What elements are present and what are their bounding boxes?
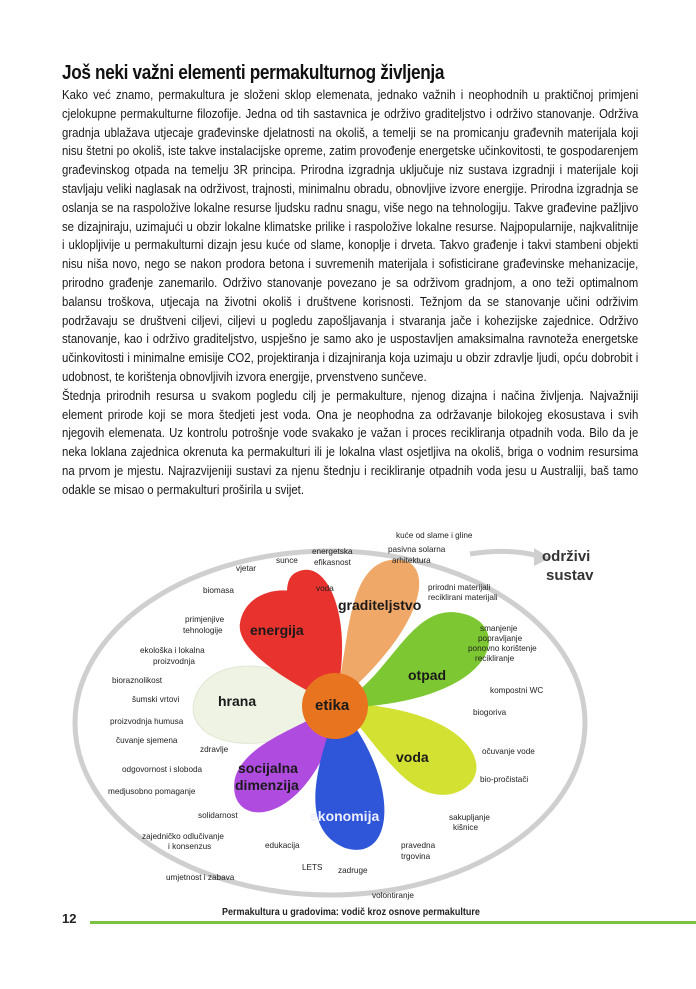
label: sunce (276, 556, 298, 565)
label: medjusobno pomaganje (108, 787, 196, 796)
label: reciklirani materijali (428, 593, 498, 602)
label: edukacija (265, 841, 300, 850)
label: efikasnost (314, 558, 351, 567)
petal-label-dimenzija: dimenzija (235, 777, 299, 793)
label: i konsenzus (168, 842, 212, 851)
center-label: etika (315, 697, 350, 714)
petal-label-graditeljstvo: graditeljstvo (338, 597, 422, 613)
label: pravedna (401, 841, 436, 850)
label: bioraznolikost (112, 676, 163, 685)
petal-label-ekonomija: ekonomija (310, 808, 380, 824)
petal-label-socijalna: socijalna (238, 760, 298, 776)
page-number: 12 (62, 911, 77, 926)
label: zajedničko odlučivanje (142, 832, 224, 841)
label: pasivna solarna (388, 545, 446, 554)
label: biogoriva (473, 708, 507, 717)
outcome-label-2: sustav (546, 567, 594, 584)
label: kompostni WC (490, 686, 544, 695)
paragraph: Kako već znamo, permakultura je složeni sklop elemenata, jednako važnih i neophodnih u praktičnoj primjeni cjelokupne permakulturne filozofije. Jedna od tih sastavnica je održivo graditeljstvo i održivo stanovanje. Održiva gradnja ublažava utjecaje građevinske djelatnosti na okoliš, a temelji se na promicanju građevnih materijala koji nisu štetni po okoliš, iste takve instalacijske opreme, zatim provođenje energetske učinkovitosti, te gospodarenjem građevinskog otpada na temelju 3R principa. Prirodna izgradnja uključuje niz sustava izgradnji i materijale koji stavljaju veliki naglasak na održivost, trajnosti, minimalnu obradu, obnovljive izvore energije. Prirodna izgradnja se oslanja se na raspoložive lokalne resurse ljudsku radnu snagu, više nego na tehnologiju. Takve građevine pažljivo se dizajniraju, uzimajući u obzir lokalne klimatske prilike i raspoložive lokalne resurse. Najpopularnije, najkvalitnije i uklopljivije u permakulturni dizajn jesu kuće od slame, konoplje i drveta. Takvo građenje i takvi stambeni objekti nisu niša novo, nego se nakon prodora betona i suvremenih materijala i sofisticirane građevinske mehanizacije, prirodno građenje zanemarilo. Održivo stanovanje povezano je sa održivom gradnjom, a ono teži optimalnom balansu troškova, utjecaja na životni okoliš i društvene korisnosti. Težnjom da se stanovanje učini održivim podržavaju se društveni ciljevi, ciljevi u pogledu zapošljavanja i stvaranja jače i kohezijske zajednice. Održivo stanovanje, kao i održivo graditeljstvo, uspješno je samo ako je uspostavljen amaksimalna ravnoteža energetske učinkovitosti i minimalne emisije CO2, projektiranja i dizajniranja koja uzimaju u obzir zdravlje ljudi, opću dobrobit i udobnost, te korištenja obnovljivih izvora energije, prvenstveno sunčeve. (62, 87, 639, 384)
label: energetska (312, 547, 353, 556)
label: umjetnost i zabava (166, 873, 235, 882)
label: zdravlje (200, 745, 229, 754)
label: kuće od slame i gline (396, 531, 473, 540)
label: šumski vrtovi (132, 695, 180, 704)
label: prirodni materijali (428, 583, 491, 592)
label: ekološka i lokalna (140, 646, 205, 655)
label: smanjenje (480, 624, 518, 633)
label: arhitektura (392, 556, 431, 565)
label: LETS (302, 863, 323, 872)
page-title: Još neki važni elementi permakulturnog življenja (62, 62, 445, 84)
label: voda (316, 584, 334, 593)
footer-caption: Permakultura u gradovima: vodič kroz osnove permakulture (222, 906, 480, 918)
label: popravljanje (478, 634, 523, 643)
label: kišnice (453, 823, 479, 832)
label: odgovornost i sloboda (122, 765, 203, 774)
body-text (62, 86, 638, 500)
label: sakupljanje (449, 813, 490, 822)
outcome-label-1: održivi (542, 548, 591, 565)
label: tehnologije (183, 626, 223, 635)
label: čuvanje sjemena (116, 736, 178, 745)
permaculture-flower-diagram (60, 528, 650, 906)
label: proizvodnja (153, 657, 195, 666)
outcome-arrow-line (470, 551, 538, 556)
label: proizvodnja humusa (110, 717, 184, 726)
label: vjetar (236, 564, 257, 573)
paragraph: Štednja prirodnih resursa u svakom pogledu cilj je permakulture, njenog dizajna i načina življenja. Najvažniji element prirode koji se mora štedjeti jest voda. Ona je neophodna za održavanje bilokojeg ekosustava i svih njegovih elemenata. Uz kontrolu potrošnje vode svakako je važan i proces recikliranja otpadnih voda. Bilo da je neka loklana zajednica okrenuta ka permakulturi ili je lokalna vlast osjetljiva na okoliš, briga o vodnim resursima na prvom je mjestu. Najrazvijeniji sustavi za njenu štednju i recikliranje otpadnih voda jesu u Australiji, baš tamo odakle se misao o permakulturi proširila u svijet. (62, 387, 639, 497)
label: solidarnost (198, 811, 238, 820)
label: ponovno korištenje (468, 644, 537, 653)
label: zadruge (338, 866, 368, 875)
label: trgovina (401, 852, 431, 861)
label: primjenjive (185, 615, 225, 624)
label: bio-pročistači (480, 775, 529, 784)
label: biomasa (203, 586, 234, 595)
label: recikliranje (475, 654, 515, 663)
label: volontiranje (372, 891, 414, 900)
petal-label-voda: voda (396, 749, 429, 765)
footer-rule (90, 921, 696, 924)
petal-label-hrana: hrana (218, 693, 257, 709)
petal-label-otpad: otpad (408, 667, 447, 683)
petal-label-energija: energija (250, 622, 304, 638)
label: očuvanje vode (482, 747, 535, 756)
